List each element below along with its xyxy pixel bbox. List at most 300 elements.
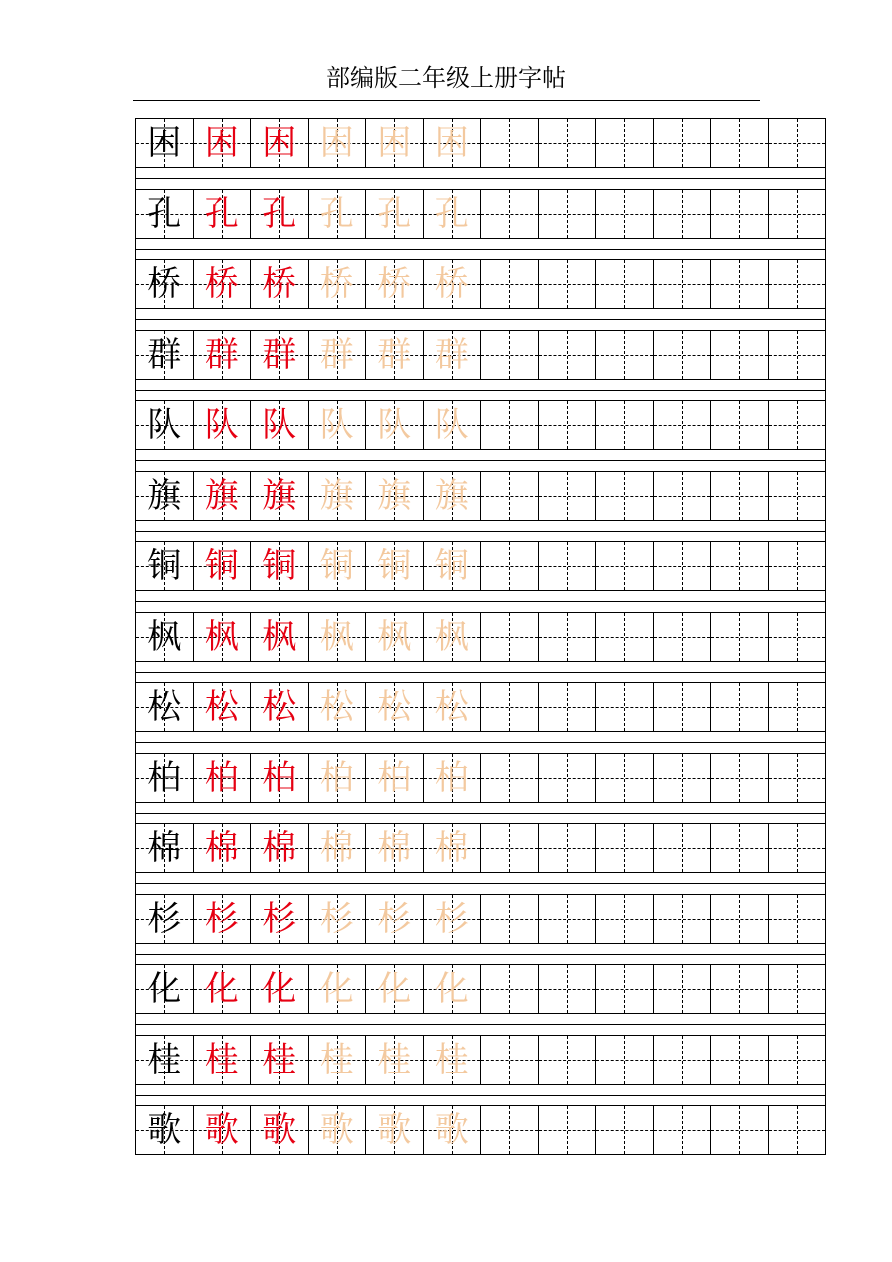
demo-character-cell [251,331,309,379]
model-character-cell [136,472,194,520]
character-glyph: 队 [377,405,412,445]
character-glyph: 枫 [434,616,469,657]
trace-character-cell [424,613,482,661]
blank-writing-cell [481,190,539,238]
character-glyph: 队 [204,405,239,445]
grid-cells [135,1035,826,1085]
character-glyph: 棉 [262,828,297,868]
blank-writing-cell [769,472,827,520]
character-glyph: 孔 [204,193,239,234]
model-character-cell [136,965,194,1013]
character-glyph: 歌 [262,1110,297,1150]
character-glyph: 桥 [377,264,412,304]
row-spacer [135,1085,826,1106]
trace-character-cell [309,119,367,167]
blank-writing-cell [711,613,769,661]
character-glyph: 困 [262,123,297,163]
blank-writing-cell [596,472,654,520]
demo-character-cell [251,613,309,661]
trace-character-cell [424,260,482,308]
blank-writing-cell [481,895,539,943]
row-spacer [135,873,826,894]
trace-character-cell [366,683,424,731]
blank-writing-cell [711,260,769,308]
trace-character-cell [309,754,367,802]
character-glyph: 杉 [204,898,239,939]
trace-character-cell [424,401,482,449]
row-spacer [135,168,826,189]
trace-character-cell [424,331,482,379]
blank-writing-cell [711,1036,769,1084]
character-glyph: 松 [147,687,182,727]
character-glyph: 化 [262,969,297,1009]
blank-writing-cell [539,1036,597,1084]
blank-writing-cell [769,613,827,661]
character-glyph: 杉 [377,898,412,939]
blank-writing-cell [711,472,769,520]
character-glyph: 杉 [319,898,354,939]
blank-writing-cell [539,895,597,943]
character-glyph: 旗 [204,475,239,516]
demo-character-cell [251,754,309,802]
practice-row [135,823,826,894]
character-glyph: 旗 [377,475,412,516]
trace-character-cell [366,895,424,943]
trace-character-cell [424,542,482,590]
character-glyph: 孔 [147,193,182,234]
grid-cells [135,118,826,168]
model-character-cell [136,1106,194,1154]
practice-row [135,189,826,260]
model-character-cell [136,401,194,449]
demo-character-cell [251,1106,309,1154]
row-spacer [135,662,826,683]
demo-character-cell [194,754,252,802]
model-character-cell [136,824,194,872]
trace-character-cell [309,683,367,731]
character-glyph: 棉 [319,828,354,868]
character-glyph: 桥 [147,264,182,304]
grid-cells [135,682,826,732]
character-glyph: 孔 [434,193,469,234]
blank-writing-cell [596,119,654,167]
trace-character-cell [424,965,482,1013]
demo-character-cell [194,824,252,872]
model-character-cell [136,683,194,731]
blank-writing-cell [481,754,539,802]
character-glyph: 队 [434,405,469,445]
trace-character-cell [366,542,424,590]
character-glyph: 旗 [434,475,469,516]
character-glyph: 歌 [204,1110,239,1150]
character-glyph: 困 [204,123,239,163]
row-spacer [135,380,826,401]
trace-character-cell [309,824,367,872]
trace-character-cell [309,895,367,943]
character-glyph: 柏 [434,757,469,798]
blank-writing-cell [596,965,654,1013]
trace-character-cell [309,401,367,449]
demo-character-cell [194,542,252,590]
trace-character-cell [366,824,424,872]
character-glyph: 枫 [204,616,239,657]
blank-writing-cell [769,1036,827,1084]
character-glyph: 铜 [147,546,182,586]
demo-character-cell [251,472,309,520]
character-glyph: 铜 [319,546,354,586]
blank-writing-cell [769,895,827,943]
trace-character-cell [366,119,424,167]
row-spacer [135,732,826,753]
trace-character-cell [309,190,367,238]
demo-character-cell [251,895,309,943]
grid-cells [135,541,826,591]
character-glyph: 桥 [204,264,239,304]
blank-writing-cell [481,260,539,308]
model-character-cell [136,542,194,590]
grid-cells [135,259,826,309]
blank-writing-cell [711,331,769,379]
blank-writing-cell [596,260,654,308]
trace-character-cell [309,260,367,308]
character-glyph: 困 [319,123,354,163]
trace-character-cell [309,542,367,590]
trace-character-cell [366,472,424,520]
page-title: 部编版二年级上册字帖 [326,64,566,92]
demo-character-cell [194,119,252,167]
character-glyph: 桂 [377,1039,412,1080]
blank-writing-cell [654,965,712,1013]
demo-character-cell [194,401,252,449]
practice-row [135,330,826,401]
demo-character-cell [251,824,309,872]
character-glyph: 铜 [377,546,412,586]
blank-writing-cell [596,613,654,661]
model-character-cell [136,260,194,308]
blank-writing-cell [654,401,712,449]
blank-writing-cell [481,1106,539,1154]
blank-writing-cell [711,824,769,872]
trace-character-cell [424,1106,482,1154]
practice-row [135,471,826,542]
practice-row [135,1105,826,1176]
character-glyph: 困 [147,123,182,163]
row-spacer [135,450,826,471]
demo-character-cell [194,613,252,661]
trace-character-cell [309,1106,367,1154]
blank-writing-cell [654,683,712,731]
blank-writing-cell [711,965,769,1013]
character-glyph: 桂 [262,1039,297,1080]
practice-row [135,1035,826,1106]
grid-cells [135,964,826,1014]
character-glyph: 松 [434,687,469,727]
character-glyph: 旗 [262,475,297,516]
blank-writing-cell [654,1106,712,1154]
trace-character-cell [309,613,367,661]
character-glyph: 化 [377,969,412,1009]
character-glyph: 队 [319,405,354,445]
character-glyph: 歌 [319,1110,354,1150]
grid-cells [135,400,826,450]
blank-writing-cell [654,119,712,167]
blank-writing-cell [654,472,712,520]
blank-writing-cell [711,754,769,802]
blank-writing-cell [481,331,539,379]
character-glyph: 棉 [434,828,469,868]
blank-writing-cell [539,472,597,520]
character-glyph: 枫 [262,616,297,657]
blank-writing-cell [539,613,597,661]
grid-cells [135,330,826,380]
blank-writing-cell [711,190,769,238]
trace-character-cell [424,824,482,872]
character-glyph: 队 [262,405,297,445]
character-glyph: 桂 [319,1039,354,1080]
blank-writing-cell [481,613,539,661]
blank-writing-cell [539,1106,597,1154]
character-glyph: 柏 [204,757,239,798]
blank-writing-cell [481,472,539,520]
blank-writing-cell [711,683,769,731]
trace-character-cell [424,1036,482,1084]
row-spacer [135,521,826,542]
demo-character-cell [251,260,309,308]
blank-writing-cell [769,965,827,1013]
title-underline [133,100,760,101]
blank-writing-cell [769,754,827,802]
demo-character-cell [251,190,309,238]
blank-writing-cell [654,1036,712,1084]
blank-writing-cell [596,895,654,943]
model-character-cell [136,895,194,943]
character-glyph: 化 [147,969,182,1009]
blank-writing-cell [539,119,597,167]
character-glyph: 铜 [204,546,239,586]
blank-writing-cell [596,1036,654,1084]
trace-character-cell [424,472,482,520]
demo-character-cell [194,1106,252,1154]
character-glyph: 柏 [319,757,354,798]
blank-writing-cell [654,331,712,379]
blank-writing-cell [769,119,827,167]
blank-writing-cell [711,401,769,449]
blank-writing-cell [769,190,827,238]
trace-character-cell [366,754,424,802]
character-glyph: 铜 [262,546,297,586]
trace-character-cell [366,613,424,661]
blank-writing-cell [481,119,539,167]
character-glyph: 群 [319,334,354,375]
blank-writing-cell [769,683,827,731]
character-glyph: 桥 [262,264,297,304]
blank-writing-cell [596,401,654,449]
model-character-cell [136,613,194,661]
model-character-cell [136,754,194,802]
trace-character-cell [424,895,482,943]
character-glyph: 群 [204,334,239,375]
character-glyph: 孔 [262,193,297,234]
grid-cells [135,471,826,521]
blank-writing-cell [654,190,712,238]
trace-character-cell [366,331,424,379]
blank-writing-cell [481,965,539,1013]
blank-writing-cell [654,824,712,872]
demo-character-cell [251,119,309,167]
blank-writing-cell [481,542,539,590]
character-glyph: 桥 [434,264,469,304]
row-spacer [135,309,826,330]
blank-writing-cell [539,190,597,238]
blank-writing-cell [654,542,712,590]
blank-writing-cell [596,683,654,731]
trace-character-cell [424,683,482,731]
blank-writing-cell [654,613,712,661]
character-glyph: 旗 [319,475,354,516]
character-glyph: 桂 [434,1039,469,1080]
character-glyph: 桂 [204,1039,239,1080]
demo-character-cell [194,965,252,1013]
trace-character-cell [366,1036,424,1084]
blank-writing-cell [481,1036,539,1084]
character-glyph: 松 [204,687,239,727]
trace-character-cell [309,472,367,520]
row-spacer [135,803,826,824]
blank-writing-cell [596,754,654,802]
demo-character-cell [194,190,252,238]
character-glyph: 群 [434,334,469,375]
trace-character-cell [366,260,424,308]
character-glyph: 化 [319,969,354,1009]
character-glyph: 棉 [147,828,182,868]
practice-row [135,964,826,1035]
character-glyph: 柏 [262,757,297,798]
character-glyph: 旗 [147,475,182,516]
demo-character-cell [251,542,309,590]
blank-writing-cell [769,401,827,449]
character-glyph: 柏 [147,757,182,798]
row-spacer [135,239,826,260]
trace-character-cell [309,331,367,379]
trace-character-cell [366,1106,424,1154]
practice-row [135,259,826,330]
blank-writing-cell [539,683,597,731]
character-glyph: 困 [377,123,412,163]
blank-writing-cell [539,331,597,379]
blank-writing-cell [654,754,712,802]
character-glyph: 铜 [434,546,469,586]
blank-writing-cell [539,401,597,449]
character-glyph: 群 [262,334,297,375]
practice-row [135,682,826,753]
character-glyph: 棉 [377,828,412,868]
row-spacer [135,591,826,612]
practice-row [135,753,826,824]
blank-writing-cell [481,683,539,731]
character-glyph: 化 [434,969,469,1009]
blank-writing-cell [769,1106,827,1154]
character-glyph: 柏 [377,757,412,798]
character-glyph: 歌 [434,1110,469,1150]
row-spacer [135,1014,826,1035]
character-glyph: 杉 [147,898,182,939]
character-glyph: 棉 [204,828,239,868]
character-glyph: 歌 [377,1110,412,1150]
demo-character-cell [194,472,252,520]
trace-character-cell [424,190,482,238]
blank-writing-cell [596,331,654,379]
blank-writing-cell [769,331,827,379]
blank-writing-cell [711,119,769,167]
character-glyph: 队 [147,405,182,445]
blank-writing-cell [596,190,654,238]
practice-row [135,894,826,965]
demo-character-cell [194,1036,252,1084]
practice-row [135,400,826,471]
demo-character-cell [194,683,252,731]
character-glyph: 化 [204,969,239,1009]
demo-character-cell [251,401,309,449]
blank-writing-cell [596,1106,654,1154]
character-glyph: 困 [434,123,469,163]
trace-character-cell [309,965,367,1013]
character-glyph: 歌 [147,1110,182,1150]
character-glyph: 桥 [319,264,354,304]
trace-character-cell [366,965,424,1013]
character-glyph: 杉 [262,898,297,939]
grid-cells [135,894,826,944]
character-glyph: 松 [377,687,412,727]
demo-character-cell [194,260,252,308]
model-character-cell [136,119,194,167]
character-glyph: 杉 [434,898,469,939]
character-glyph: 枫 [319,616,354,657]
trace-character-cell [309,1036,367,1084]
blank-writing-cell [711,542,769,590]
grid-cells [135,1105,826,1155]
blank-writing-cell [769,542,827,590]
character-glyph: 孔 [377,193,412,234]
practice-grid [135,118,826,1176]
demo-character-cell [194,895,252,943]
blank-writing-cell [596,542,654,590]
character-glyph: 枫 [147,616,182,657]
grid-cells [135,189,826,239]
trace-character-cell [366,190,424,238]
model-character-cell [136,190,194,238]
blank-writing-cell [711,895,769,943]
blank-writing-cell [539,965,597,1013]
blank-writing-cell [596,824,654,872]
blank-writing-cell [539,754,597,802]
trace-character-cell [424,119,482,167]
trace-character-cell [366,401,424,449]
blank-writing-cell [769,260,827,308]
practice-row [135,118,826,189]
blank-writing-cell [769,824,827,872]
blank-writing-cell [481,401,539,449]
blank-writing-cell [711,1106,769,1154]
blank-writing-cell [539,260,597,308]
character-glyph: 群 [377,334,412,375]
character-glyph: 松 [262,687,297,727]
model-character-cell [136,331,194,379]
practice-row [135,612,826,683]
blank-writing-cell [481,824,539,872]
blank-writing-cell [539,824,597,872]
blank-writing-cell [654,260,712,308]
blank-writing-cell [539,542,597,590]
